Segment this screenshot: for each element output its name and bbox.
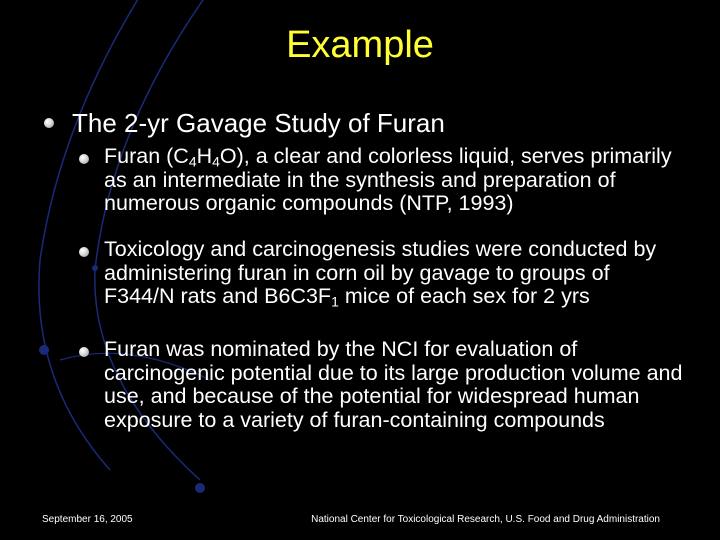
bullet-icon xyxy=(44,118,54,128)
footer-organization: National Center for Toxicological Research, U.S. Food and Drug Administration xyxy=(311,514,660,525)
sub-bullet-2 xyxy=(104,238,684,309)
sub-bullet-1-text: H xyxy=(196,144,213,168)
main-bullet-text: The 2-yr Gavage Study of Furan xyxy=(72,108,445,138)
sub-bullet-3-text: Furan was nominated by the NCI for evaluation of carcinogenic potential due to its large production volume and use, and because of the potential for widespread human exposure to a variety of furan-containing compounds xyxy=(104,337,683,432)
bullet-icon xyxy=(79,247,89,257)
sub-bullet-2-text: mice of each sex for 2 yrs xyxy=(338,284,590,308)
slide-title: Example xyxy=(286,24,434,66)
sub-bullet-1-text: Furan (C xyxy=(104,144,189,168)
sub-bullet-2-text: Toxicology and carcinogenesis studies were conducted by administering furan in corn oil by gavage to groups of F344/N rats and B6C3F xyxy=(104,237,657,308)
subscript: 4 xyxy=(188,153,197,170)
sub-bullet-1-text: O), a clear and colorless liquid, serves primarily as an intermediate in the synthesis and preparation of numerous organic compounds (NTP, 1993) xyxy=(104,144,672,215)
subscript: 1 xyxy=(331,293,339,310)
orbit-dot xyxy=(92,265,98,271)
sub-bullet-1 xyxy=(104,145,684,216)
bullet-icon xyxy=(79,154,89,164)
bullet-icon xyxy=(79,347,89,357)
footer-date: September 16, 2005 xyxy=(42,514,133,525)
orbit-dot xyxy=(195,483,205,493)
sub-bullet-3 xyxy=(104,338,684,432)
orbit-dot xyxy=(39,345,49,355)
subscript: 4 xyxy=(212,153,220,170)
